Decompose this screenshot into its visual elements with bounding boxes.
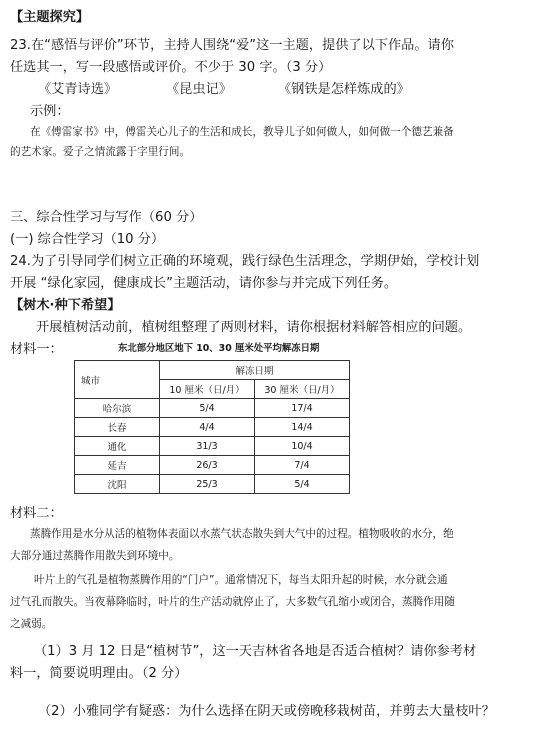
city-cell: 沈阳 [75, 475, 160, 494]
city-cell: 通化 [75, 437, 160, 456]
col-10cm-header: 10 厘米（日/月） [160, 380, 255, 399]
section-header: 【主题探究】 [10, 10, 90, 25]
city-header: 城市 [75, 361, 160, 399]
part3-title: 三、综合性学习与写作（60 分） [10, 210, 203, 225]
thaw-date-table [74, 360, 350, 494]
material2-label: 材料二： [10, 506, 63, 521]
table-row [75, 437, 350, 456]
work-kunchongji: 《昆虫记》 [166, 82, 232, 97]
thaw-date-header: 解冻日期 [160, 361, 350, 380]
m2-line4: 过气孔而散失。当夜幕降临时，叶片的生产活动就停止了，大多数气孔缩小或闭合，蒸腾作用随 [10, 596, 455, 608]
d10-cell: 5/4 [160, 399, 255, 418]
d30-cell: 7/4 [255, 456, 350, 475]
city-cell: 长春 [75, 418, 160, 437]
d10-cell: 25/3 [160, 475, 255, 494]
example-line1: 在《傅雷家书》中，傅雷关心儿子的生活和成长，教导儿子如何做人，如何做一个德艺兼备 [30, 126, 454, 138]
m2-line2: 大部分通过蒸腾作用散失到环境中。 [10, 550, 180, 562]
city-cell: 哈尔滨 [75, 399, 160, 418]
q24-intro: 开展植树活动前，植树组整理了两则材料，请你根据材料解答相应的问题。 [36, 320, 472, 335]
work-aiqing: 《艾青诗选》 [38, 82, 118, 97]
m2-line3: 叶片上的气孔是植物蒸腾作用的“门户”。通常情况下，每当太阳升起的时候，水分就会通 [34, 574, 448, 586]
d10-cell: 31/3 [160, 437, 255, 456]
sub1-line2: 料一，简要说明理由。（2 分） [10, 666, 188, 681]
city-cell: 延吉 [75, 456, 160, 475]
example-label: 示例： [30, 104, 70, 119]
d30-cell: 5/4 [255, 475, 350, 494]
d30-cell: 10/4 [255, 437, 350, 456]
example-line2: 的艺术家。爱子之情流露于字里行间。 [10, 146, 191, 158]
d10-cell: 26/3 [160, 456, 255, 475]
sub2-line: （2）小雅同学有疑惑：为什么选择在阴天或傍晚移栽树苗，并剪去大量枝叶？ [38, 704, 495, 719]
m2-line5: 之减弱。 [10, 618, 53, 630]
q23-line1: 23.在“感悟与评价”环节，主持人围绕“爱”这一主题，提供了以下作品。请你 [10, 38, 454, 53]
table-row [75, 456, 350, 475]
d10-cell: 4/4 [160, 418, 255, 437]
table-row [75, 399, 350, 418]
col-30cm-header: 30 厘米（日/月） [255, 380, 350, 399]
work-gangtie: 《钢铁是怎样炼成的》 [278, 82, 410, 97]
q24-line1: 24.为了引导同学们树立正确的环境观，践行绿色生活理念，学期伊始，学校计划 [10, 254, 480, 269]
table-row [75, 475, 350, 494]
m2-line1: 蒸腾作用是水分从活的植物体表面以水蒸气状态散失到大气中的过程。植物吸收的水分，绝 [30, 528, 454, 540]
sub1-line1: （1）3 月 12 日是“植树节”，这一天吉林省各地是否适合植树？请你参考材 [34, 644, 477, 659]
q24-line2: 开展 “绿化家园，健康成长”主题活动，请你参与并完成下列任务。 [10, 276, 398, 291]
material1-label: 材料一： [10, 342, 63, 357]
task-header: 【树木·种下希望】 [10, 298, 121, 313]
table-caption: 东北部分地区地下 10、30 厘米处平均解冻日期 [118, 343, 320, 354]
table-row [75, 418, 350, 437]
q23-works [38, 78, 524, 97]
part3-sub: (一) 综合性学习（10 分） [10, 232, 165, 247]
q23-line2: 任选其一，写一段感悟或评价。不少于 30 字。（3 分） [10, 60, 332, 75]
d30-cell: 17/4 [255, 399, 350, 418]
d30-cell: 14/4 [255, 418, 350, 437]
